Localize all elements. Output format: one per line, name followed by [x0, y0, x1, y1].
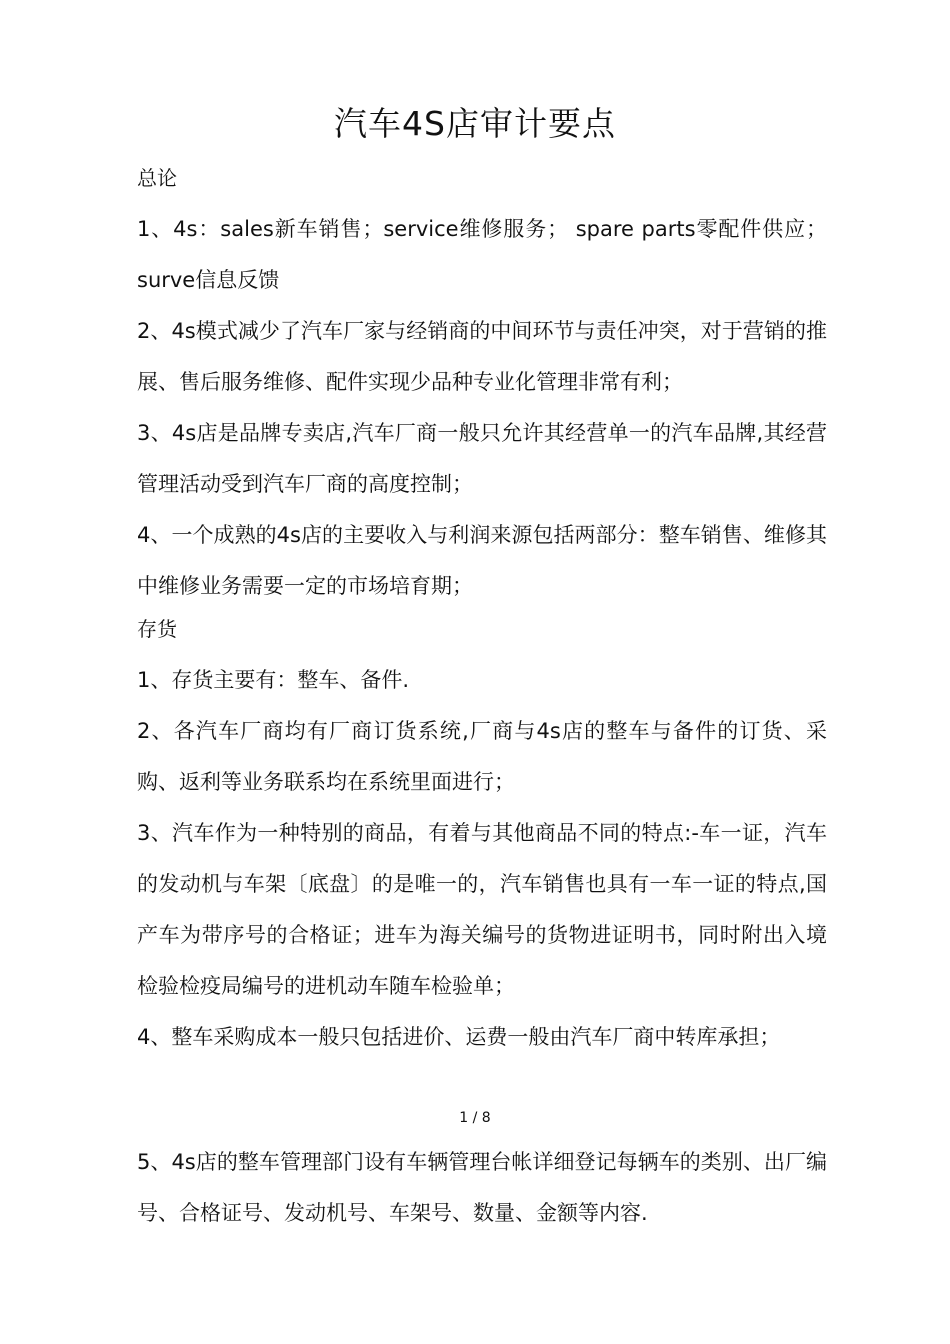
overview-item-1: 1、4s：sales新车销售；service维修服务； spare parts零配件供应；surve信息反馈: [137, 217, 827, 292]
inventory-item-1: 1、存货主要有：整车、备件.: [137, 668, 410, 692]
overview-item-2: 2、4s模式减少了汽车厂家与经销商的中间环节与责任冲突，对于营销的推展、售后服务维修、配件实现少品种专业化管理非常有利；: [137, 319, 827, 394]
inventory-items: [137, 655, 827, 1063]
document-title: 汽车4S店审计要点: [334, 104, 616, 143]
next-page-items: [137, 1137, 827, 1239]
section-overview: [137, 164, 827, 192]
inventory-item-2: 2、各汽车厂商均有厂商订货系统,厂商与4s店的整车与备件的订货、采购、返利等业务联系均在系统里面进行；: [137, 719, 827, 794]
section-heading-overview: 总论: [137, 166, 177, 190]
inventory-item-4: 4、整车采购成本一般只包括进价、运费一般由汽车厂商中转库承担；: [137, 1025, 781, 1049]
page-number: 1 / 8: [459, 1110, 491, 1126]
overview-items: [137, 204, 827, 612]
overview-item-3: 3、4s店是品牌专卖店,汽车厂商一般只允许其经营单一的汽车品牌,其经营管理活动受到汽车厂商的高度控制；: [137, 421, 827, 496]
section-inventory: [137, 615, 827, 643]
inventory-item-3: 3、汽车作为一种特别的商品，有着与其他商品不同的特点:-车一证，汽车的发动机与车架〔底盘〕的是唯一的，汽车销售也具有一车一证的特点,国产车为带序号的合格证；进车为海关编号的货物进证明书，同时附出入境检验检疫局编号的进机动车随车检验单；: [137, 821, 827, 998]
inventory-item-5: 5、4s店的整车管理部门设有车辆管理台帐详细登记每辆车的类别、出厂编号、合格证号、发动机号、车架号、数量、金额等内容.: [137, 1150, 827, 1225]
overview-item-4: 4、一个成熟的4s店的主要收入与利润来源包括两部分：整车销售、维修其中维修业务需要一定的市场培育期；: [137, 523, 827, 598]
section-heading-inventory: 存货: [137, 617, 177, 641]
